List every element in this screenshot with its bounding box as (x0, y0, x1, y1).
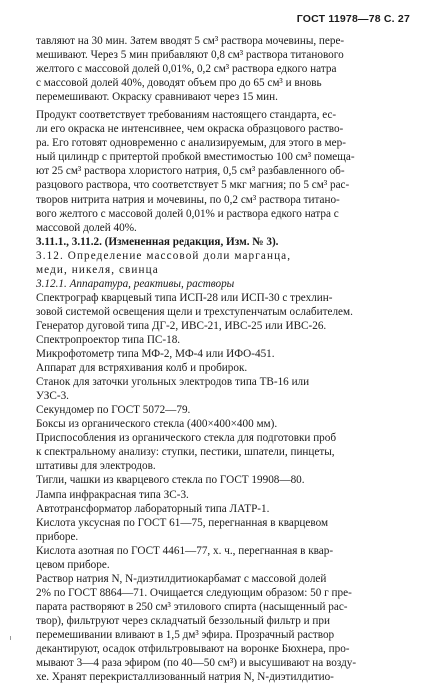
text-line: декантируют, осадок отфильтровывают на воронке Бюхнера, про- (36, 643, 350, 656)
corner-mark (10, 636, 19, 640)
text-line: штативы для электродов. (36, 460, 156, 473)
text-line: УЗС-3. (36, 390, 69, 403)
text-line: Автотрансформатор лабораторный типа ЛАТР-1. (36, 502, 270, 515)
text-line: твор), фильтруют через складчатый беззольный фильтр и при (36, 614, 330, 627)
text-line: перемешивании вливают в 1,5 дм³ эфира. Прозрачный раствор (36, 628, 335, 641)
subsection-heading: 3.12.1. Аппаратура, реактивы, растворы (36, 277, 235, 290)
text-line: 2% по ГОСТ 8864—71. Очищается следующим образом: 50 г пре- (36, 586, 352, 599)
document-body (36, 34, 408, 684)
text-line: массовой долей 40%. (36, 221, 137, 234)
text-line: Продукт соответствует требованиям настоящего стандарта, ес- (36, 109, 337, 122)
text-line: вого желтого с массовой долей 0,01% и раствора едкого натра с (36, 207, 339, 220)
text-line: перемешивают. Окраску сравнивают через 15 мин. (36, 91, 278, 104)
text-line: Спектропроектор типа ПС-18. (36, 333, 181, 346)
amendment-note: 3.11.1., 3.11.2. (Измененная редакция, Изм. № 3). (36, 235, 279, 248)
text-line: тавляют на 30 мин. Затем вводят 5 см³ раствора мочевины, пере- (36, 35, 345, 47)
text-line: Раствор натрия N, N-диэтилдитиокарбамат с массовой долей (36, 572, 327, 585)
text-line: ли его окраска не интенсивнее, чем окраска образцового раство- (36, 123, 344, 136)
text-line: мешивают. Через 5 мин прибавляют 0,8 см³ раствора титанового (36, 49, 344, 62)
text-line: хе. Хранят перекристаллизованный натрия N, N-диэтилдитио- (36, 671, 334, 684)
text-line: к спектральному анализу: ступки, пестики, шпатели, пинцеты, (36, 446, 335, 459)
text-line: Микрофотометр типа МФ-2, МФ-4 или ИФО-451. (36, 348, 275, 361)
page-header: ГОСТ 11978—78 С. 27 (296, 13, 410, 25)
text-line: с массовой долей 40%, доводят объем про до 65 см³ и вновь (36, 77, 322, 90)
text-line: ный цилиндр с притертой пробкой вместимостью 100 см³ помещa- (36, 151, 355, 164)
text-line: Секундомер по ГОСТ 5072—79. (36, 404, 191, 417)
text-line: зовой системой освещения щели и трехступенчатым ослабителем. (36, 305, 353, 318)
text-line: Генератор дуговой типа ДГ-2, ИВС-21, ИВС-25 или ИВС-26. (36, 319, 327, 332)
text-line: парата растворяют в 250 см³ этилового спирта (насыщенный рас- (36, 600, 348, 613)
text-line: приборе. (36, 530, 79, 543)
text-line: мывают 3—4 раза эфиром (по 40—50 см³) и высушивают на возду- (36, 657, 357, 670)
text-line: Приспособления из органического стекла для подготовки проб (36, 432, 337, 445)
text-line: цевом приборе. (36, 558, 110, 571)
text-line: Лампа инфракрасная типа ЗС-3. (36, 488, 189, 501)
section-heading: меди, никеля, свинца (36, 263, 159, 276)
text-line: ра. Его готовят одновременно с анализируемым, для этого в мер- (36, 137, 346, 150)
text-line: творов нитрита натрия и мочевины, по 0,2 см³ раствора титано- (36, 193, 340, 206)
text-line: желтого с массовой долей 0,01%, 0,2 см³ раствора едкого натра (36, 63, 337, 76)
text-line: Тигли, чашки из кварцевого стекла по ГОСТ 19908—80. (36, 474, 305, 487)
text-line: ют 25 см³ раствора хлористого натрия, 0,5 см³ разбавленного об- (36, 165, 345, 178)
text-line: Станок для заточки угольных электродов типа ТВ-16 или (36, 376, 310, 389)
text-line: Кислота уксусная по ГОСТ 61—75, перегнанная в кварцевом (36, 516, 329, 529)
section-heading: 3.12. Определение массовой доли марганца, (36, 249, 292, 262)
text-line: Спектрограф кварцевый типа ИСП-28 или ИСП-30 с трехлин- (36, 291, 333, 304)
text-line: Кислота азотная по ГОСТ 4461—77, х. ч., перегнанная в квар- (36, 544, 334, 557)
text-line: Боксы из органического стекла (400×400×400 мм). (36, 418, 278, 431)
text-line: Аппарат для встряхивания колб и пробирок. (36, 362, 248, 375)
text-line: разцового раствора, что соответствует 5 мкг магния; по 5 см³ рас- (36, 179, 350, 192)
